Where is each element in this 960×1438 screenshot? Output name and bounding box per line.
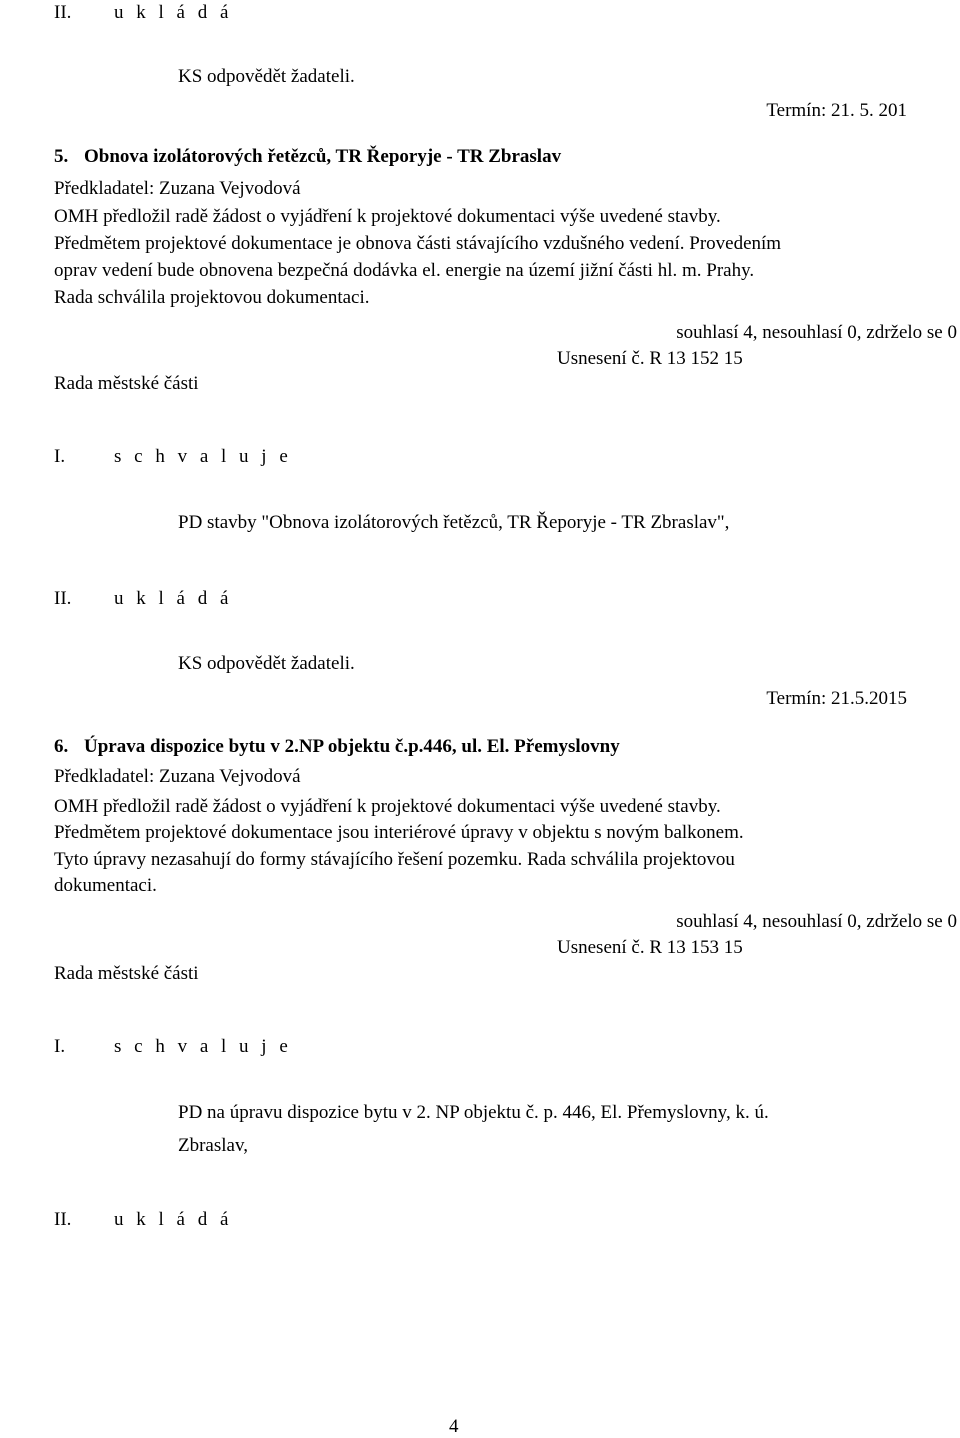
approve-verb: s c h v a l u j e: [114, 446, 292, 467]
item-number: 6.: [54, 736, 69, 757]
submitter: Předkladatel: Zuzana Vejvodová: [54, 178, 301, 199]
body-line: Předmětem projektové dokumentace jsou interiérové úpravy v objektu s novým balkonem.: [54, 822, 744, 843]
body-line: OMH předložil radě žádost o vyjádření k projektové dokumentaci výše uvedené stavby.: [54, 206, 721, 227]
item-title: Obnova izolátorových řetězců, TR Řeporyje - TR Zbraslav: [84, 146, 562, 167]
approve-numeral: I.: [54, 446, 66, 467]
submitter: Předkladatel: Zuzana Vejvodová: [54, 766, 301, 787]
section-numeral: II.: [54, 2, 72, 23]
assign-verb: u k l á d á: [114, 1209, 233, 1230]
body-line: OMH předložil radě žádost o vyjádření k projektové dokumentaci výše uvedené stavby.: [54, 796, 721, 817]
approve-text: PD na úpravu dispozice bytu v 2. NP objektu č. p. 446, El. Přemyslovny, k. ú.: [178, 1102, 769, 1123]
assign-numeral: II.: [54, 588, 72, 609]
approve-text: Zbraslav,: [178, 1135, 248, 1156]
body-line: oprav vedení bude obnovena bezpečná dodávka el. energie na území jižní části hl. m. Prahy.: [54, 260, 755, 281]
body-line: Předmětem projektové dokumentace je obnova části stávajícího vzdušného vedení. Provedením: [54, 233, 782, 254]
deadline: Termín: 21.5.2015: [766, 688, 907, 709]
body-line: Tyto úpravy nezasahují do formy stávajícího řešení pozemku. Rada schválila projektovou: [54, 849, 735, 870]
council-label: Rada městské části: [54, 373, 199, 394]
item-title: Úprava dispozice bytu v 2.NP objektu č.p.446, ul. El. Přemyslovny: [84, 736, 620, 757]
item-number: 5.: [54, 146, 69, 167]
resolution-number: Usnesení č. R 13 152 15: [557, 348, 743, 369]
approve-verb: s c h v a l u j e: [114, 1036, 292, 1057]
section-verb: u k l á d á: [114, 2, 233, 23]
approve-numeral: I.: [54, 1036, 66, 1057]
body-line: dokumentaci.: [54, 875, 157, 896]
task-text: KS odpovědět žadateli.: [178, 66, 355, 87]
body-line: Rada schválila projektovou dokumentaci.: [54, 287, 370, 308]
vote-result: souhlasí 4, nesouhlasí 0, zdrželo se 0: [676, 911, 957, 932]
council-label: Rada městské části: [54, 963, 199, 984]
assign-task: KS odpovědět žadateli.: [178, 653, 355, 674]
assign-numeral: II.: [54, 1209, 72, 1230]
resolution-number: Usnesení č. R 13 153 15: [557, 937, 743, 958]
deadline: Termín: 21. 5. 201: [766, 100, 907, 121]
approve-text: PD stavby "Obnova izolátorových řetězců, TR Řeporyje - TR Zbraslav",: [178, 512, 730, 533]
vote-result: souhlasí 4, nesouhlasí 0, zdrželo se 0: [676, 322, 957, 343]
assign-verb: u k l á d á: [114, 588, 233, 609]
page-number: 4: [449, 1416, 459, 1437]
